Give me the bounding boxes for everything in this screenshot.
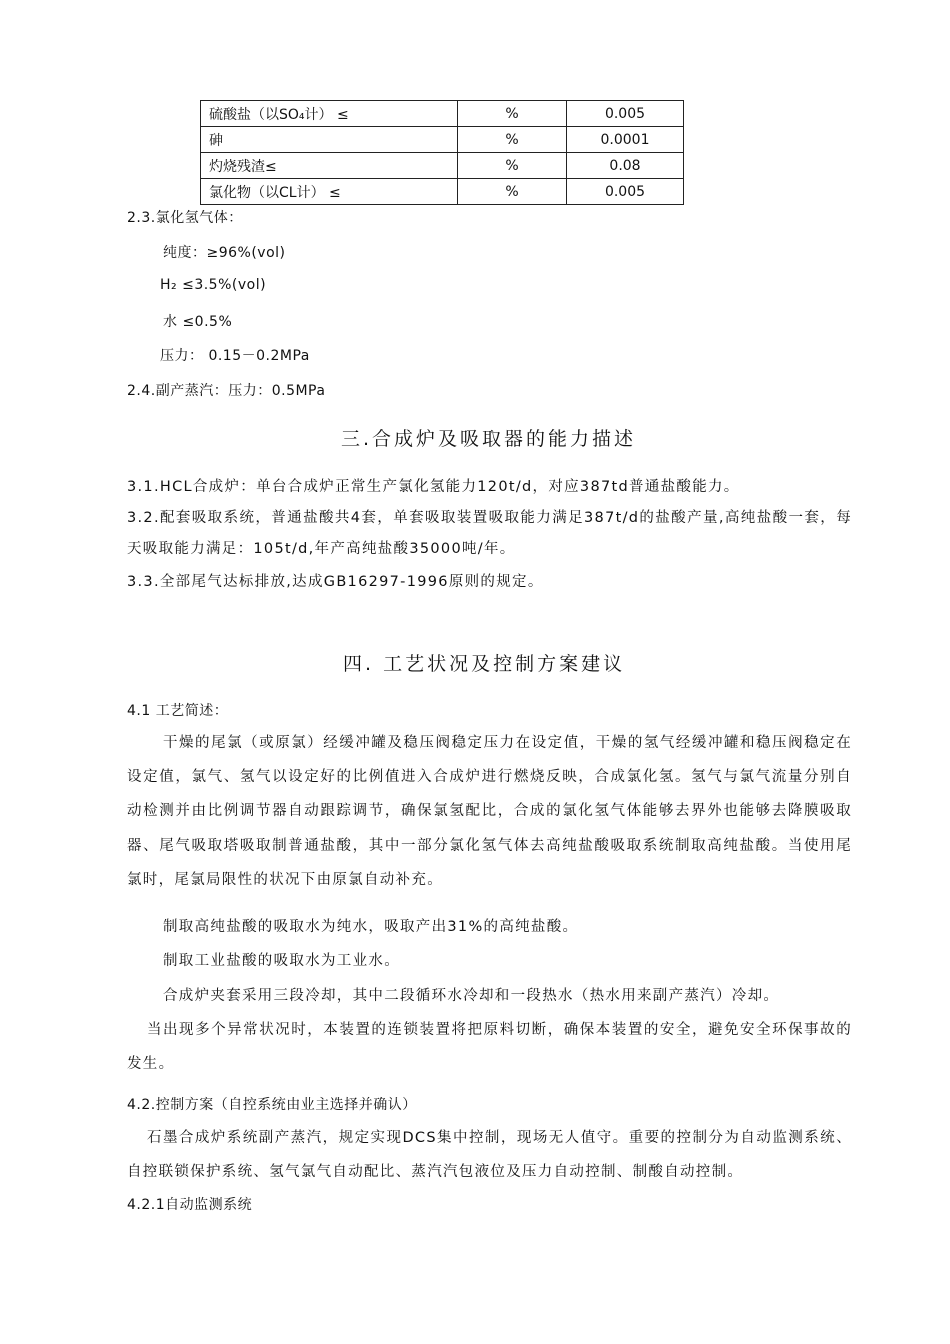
section-4-2-heading: 4.2.控制方案（自控系统由业主选择并确认） — [127, 1097, 417, 1113]
table-cell-value: 0.0001 — [567, 127, 684, 153]
table-cell-value: 0.005 — [567, 101, 684, 127]
section-2-4-line: 2.4.副产蒸汽：压力：0.5MPa — [127, 383, 326, 399]
h2-line: H₂ ≤3.5%(vol) — [160, 277, 267, 293]
paragraph-4-1-process: 干燥的尾氯（或原氯）经缓冲罐及稳压阀稳定压力在设定值，干燥的氢气经缓冲罐和稳压阀稳定在设定值，氯气、氢气以设定好的比例值进入合成炉进行燃烧反映，合成氯化氢。氢气与氯气流量分别自动检测并由比例调节器自动跟踪调节，确保氯氢配比，合成的氯化氢气体能够去界外也能够去降膜吸取器、尾气吸取塔吸取制普通盐酸，其中一部分氯化氢气体去高纯盐酸吸取系统制取高纯盐酸。当使用尾氯时，尾氯局限性的状况下由原氯自动补充。 — [127, 735, 852, 888]
table-row — [201, 153, 684, 179]
section-4-title: 四. 工艺状况及控制方案建议 — [343, 653, 626, 675]
table-cell-value: 0.005 — [567, 179, 684, 205]
paragraph-4-1-pure-water: 制取高纯盐酸的吸取水为纯水，吸取产出31%的高纯盐酸。 — [163, 919, 579, 935]
table-row — [201, 127, 684, 153]
paragraph-3-1: 3.1.HCL合成炉：单台合成炉正常生产氯化氢能力120t/d，对应387td普通盐酸能力。 — [127, 479, 740, 495]
paragraph-4-1-cooling: 合成炉夹套采用三段冷却，其中二段循环水冷却和一段热水（热水用来副产蒸汽）冷却。 — [163, 988, 780, 1004]
table-cell-item: 砷 — [201, 127, 458, 153]
table-cell-unit: % — [458, 127, 567, 153]
table-cell-item: 氯化物（以CL计） ≤ — [201, 179, 458, 205]
spec-table — [200, 100, 684, 205]
table-row — [201, 101, 684, 127]
table-cell-item: 灼烧残渣≤ — [201, 153, 458, 179]
paragraph-4-1-safety: 当出现多个异常状况时，本装置的连锁装置将把原料切断，确保本装置的安全，避免安全环保事故的发生。 — [127, 1022, 852, 1073]
paragraph-4-2-control: 石墨合成炉系统副产蒸汽，规定实现DCS集中控制，现场无人值守。重要的控制分为自动监测系统、自控联锁保护系统、氢气氯气自动配比、蒸汽汽包液位及压力自动控制、制酸自动控制。 — [127, 1130, 852, 1181]
table-cell-unit: % — [458, 101, 567, 127]
water-line: 水 ≤0.5% — [163, 314, 233, 330]
table-cell-unit: % — [458, 179, 567, 205]
purity-line: 纯度：≥96%(vol) — [163, 245, 286, 261]
table-cell-unit: % — [458, 153, 567, 179]
section-2-3-heading: 2.3.氯化氢气体： — [127, 210, 243, 226]
paragraph-3-2: 3.2.配套吸取系统，普通盐酸共4套，单套吸取装置吸取能力满足387t/d的盐酸产量,高纯盐酸一套，每天吸取能力满足：105t/d,年产高纯盐酸35000吨/年。 — [127, 510, 852, 557]
paragraph-3-3: 3.3.全部尾气达标排放,达成GB16297-1996原则的规定。 — [127, 574, 544, 590]
table-row — [201, 179, 684, 205]
pressure-line: 压力： 0.15－0.2MPa — [160, 348, 310, 364]
table-cell-value: 0.08 — [567, 153, 684, 179]
section-4-2-1-heading: 4.2.1自动监测系统 — [127, 1197, 253, 1213]
paragraph-4-1-industrial-water: 制取工业盐酸的吸取水为工业水。 — [163, 953, 400, 969]
section-4-1-heading: 4.1 工艺简述： — [127, 703, 229, 719]
table-cell-item: 硫酸盐（以SO₄计） ≤ — [201, 101, 458, 127]
section-3-title: 三.合成炉及吸取器的能力描述 — [341, 428, 637, 450]
